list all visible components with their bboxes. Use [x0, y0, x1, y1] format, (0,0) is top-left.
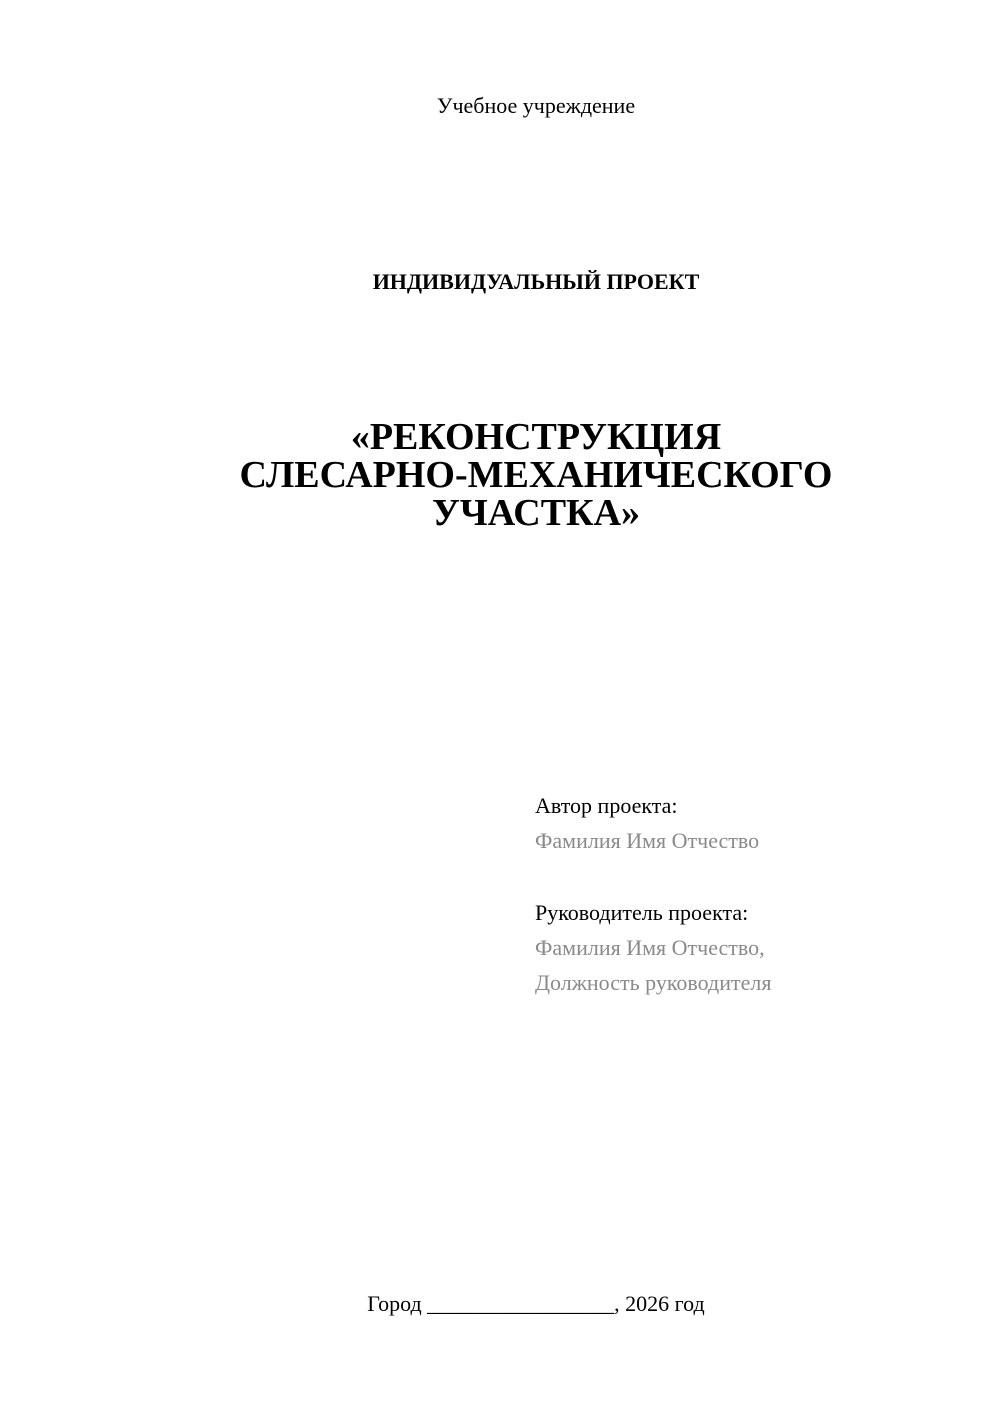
- institution-name: Учебное учреждение: [436, 93, 636, 118]
- supervisor-position: Должность руководителя: [535, 970, 772, 995]
- project-title: [0, 418, 1000, 532]
- author-name: Фамилия Имя Отчество: [535, 828, 760, 853]
- spacer: [535, 858, 975, 895]
- author-label: Автор проекта:: [535, 793, 678, 818]
- project-title-line: «РЕКОНСТРУКЦИЯ: [350, 416, 722, 458]
- city-year-line: Город _________________, 2026 год: [367, 1291, 705, 1316]
- credits-block: [535, 788, 975, 1000]
- supervisor-label: Руководитель проекта:: [535, 900, 749, 925]
- project-title-line: СЛЕСАРНО-МЕХАНИЧЕСКОГО: [239, 454, 833, 496]
- supervisor-name: Фамилия Имя Отчество,: [535, 935, 765, 960]
- project-title-line: УЧАСТКА»: [431, 492, 641, 534]
- document-type: ИНДИВИДУАЛЬНЫЙ ПРОЕКТ: [372, 269, 700, 294]
